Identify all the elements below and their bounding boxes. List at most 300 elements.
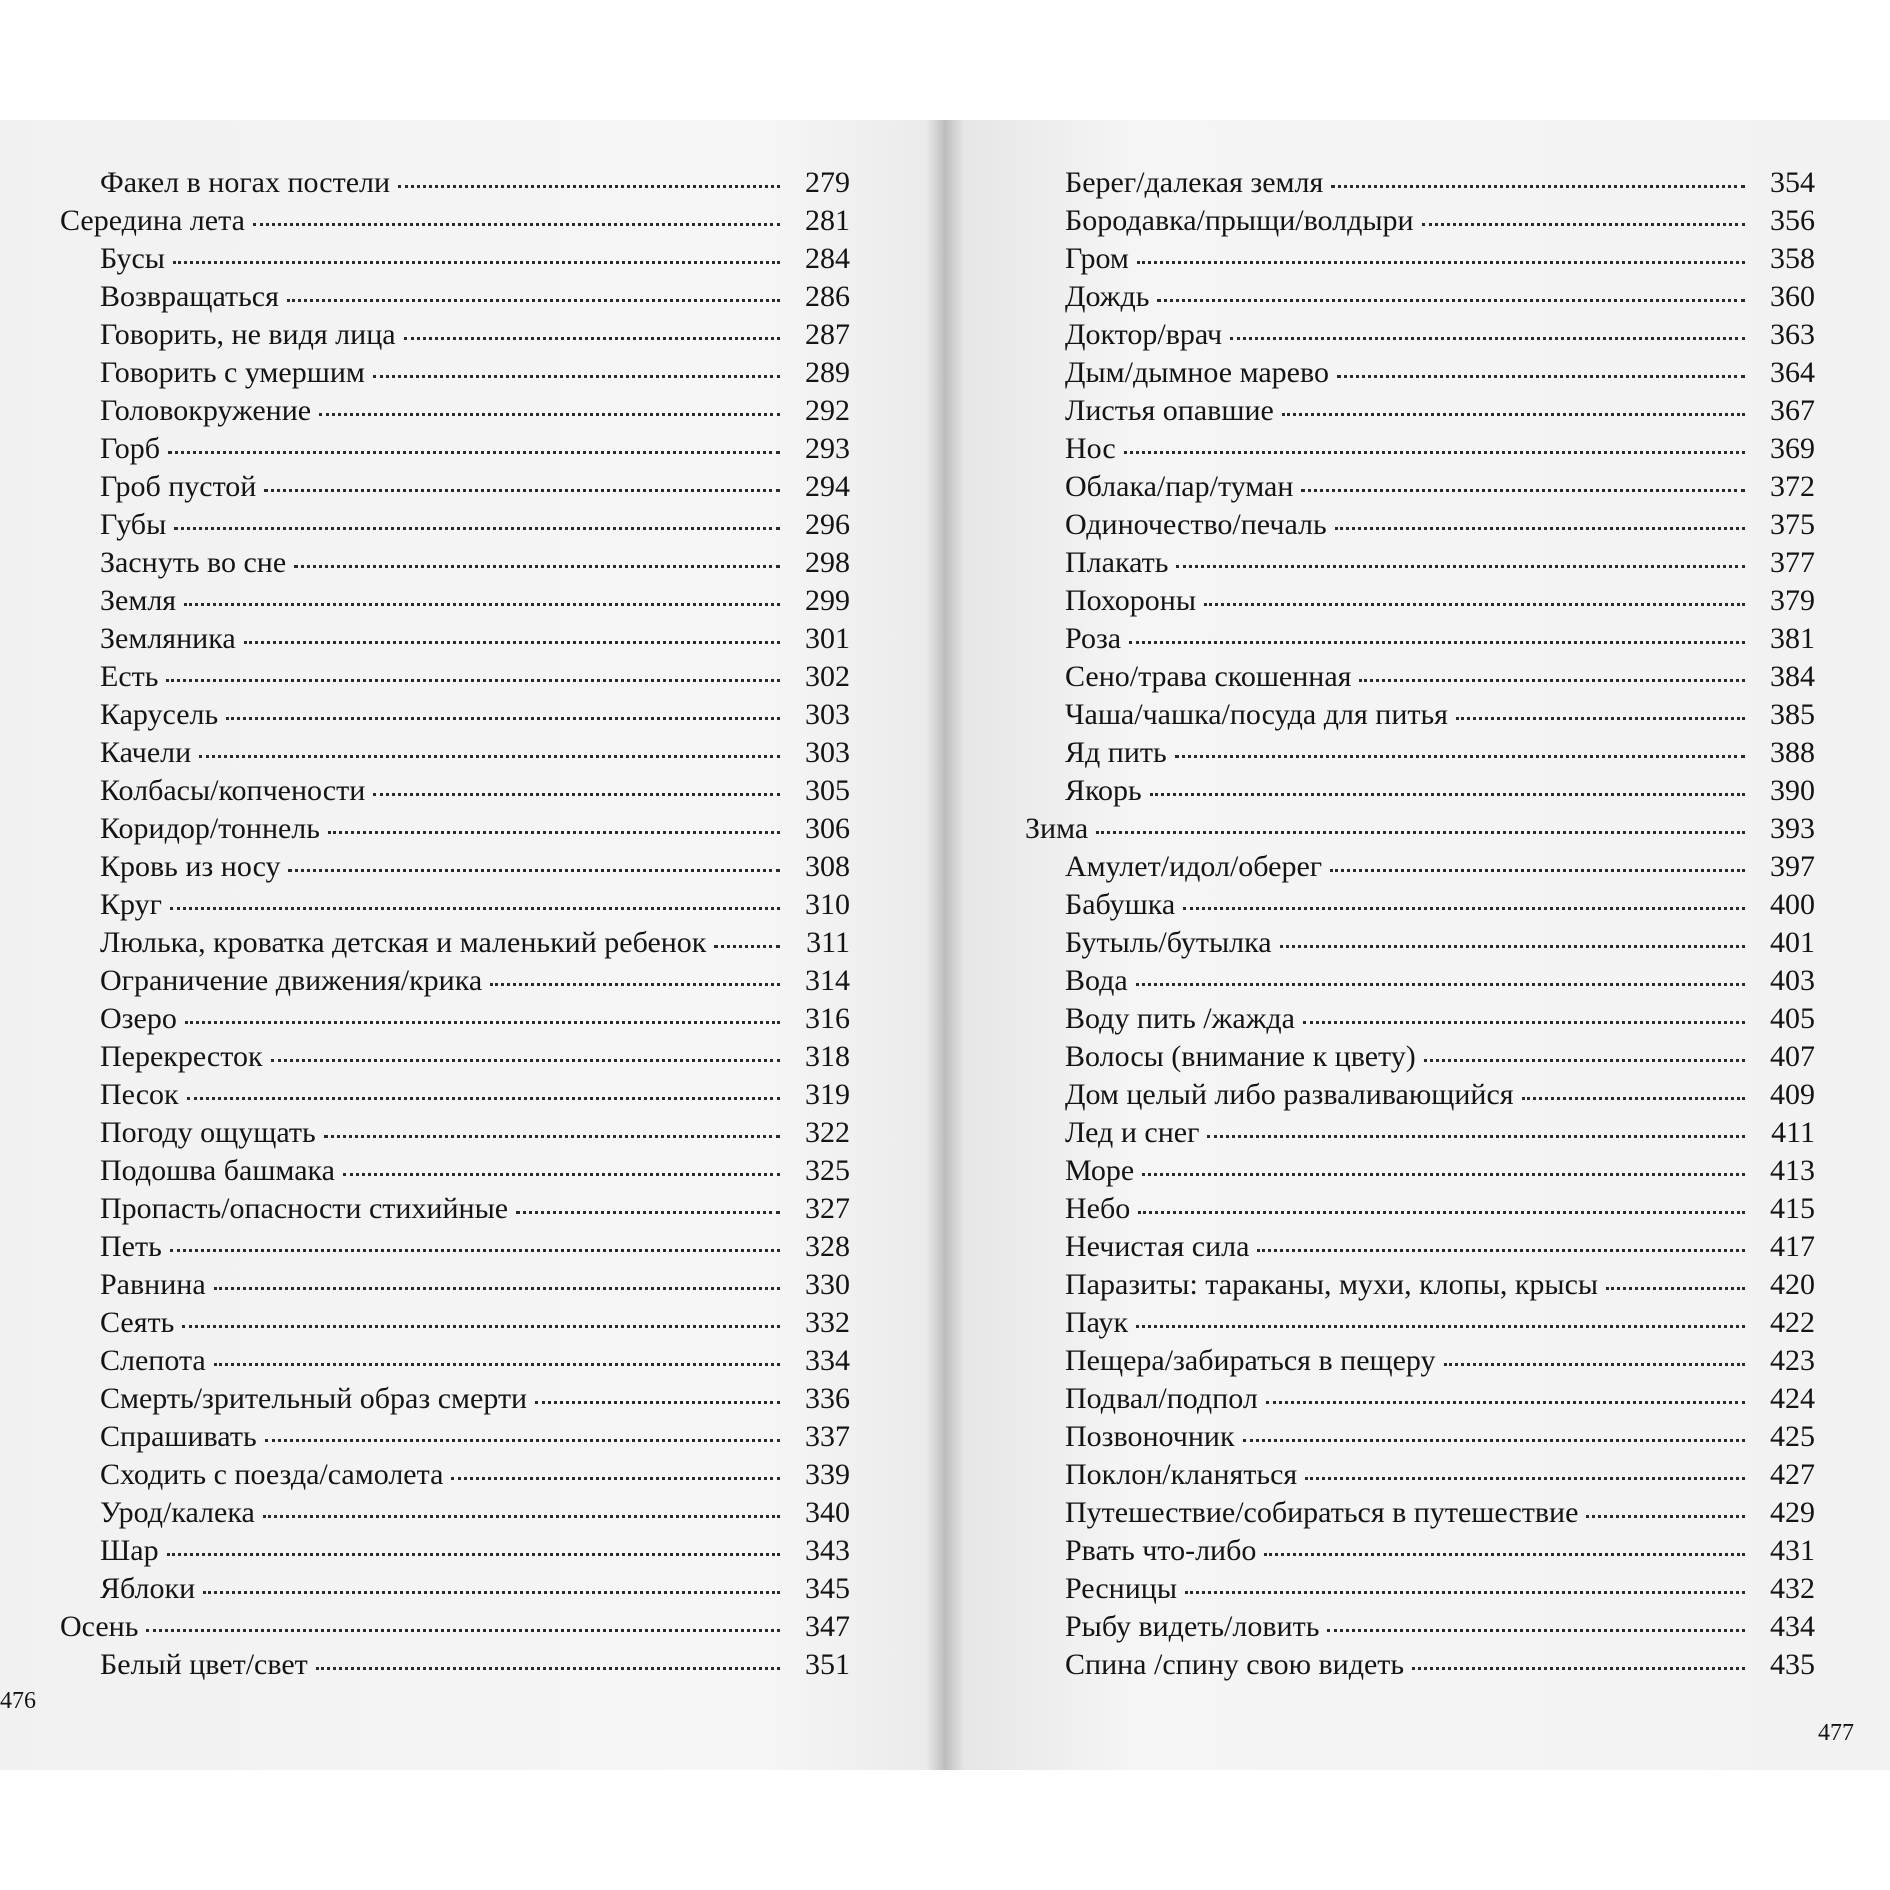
toc-entry-page: 420 xyxy=(1770,1268,1815,1301)
dot-leader xyxy=(1522,1095,1745,1100)
toc-entry-page: 435 xyxy=(1770,1648,1815,1681)
toc-entry-page: 384 xyxy=(1770,660,1815,693)
toc-entry xyxy=(60,1152,850,1190)
toc-entry-page: 372 xyxy=(1770,470,1815,503)
toc-entry-title: Спина /спину свою видеть xyxy=(1065,1648,1405,1681)
toc-entry-title: Воду пить /жажда xyxy=(1065,1002,1295,1035)
toc-entry-page: 347 xyxy=(805,1610,850,1643)
toc-entry xyxy=(60,1456,850,1494)
toc-entry xyxy=(60,1266,850,1304)
toc-entry-title: Качели xyxy=(100,736,192,769)
dot-leader xyxy=(373,373,780,378)
dot-leader xyxy=(170,905,780,910)
toc-entry-page: 318 xyxy=(805,1040,850,1073)
toc-entry-page: 427 xyxy=(1770,1458,1815,1491)
dot-leader xyxy=(1207,1133,1745,1138)
dot-leader xyxy=(1142,1171,1745,1176)
toc-entry xyxy=(1025,1000,1815,1038)
toc-entry-title: Подвал/подпол xyxy=(1065,1382,1258,1415)
dot-leader xyxy=(287,297,780,302)
toc-entry-title: Листья опавшие xyxy=(1065,394,1274,427)
toc-entry-title: Небо xyxy=(1065,1192,1131,1225)
dot-leader xyxy=(1150,791,1745,796)
toc-entry-title: Пещера/забираться в пещеру xyxy=(1065,1344,1436,1377)
toc-entry-page: 308 xyxy=(805,850,850,883)
dot-leader xyxy=(1444,1361,1745,1366)
dot-leader xyxy=(271,1057,780,1062)
toc-entry-title: Осень xyxy=(60,1610,139,1643)
toc-entry-title: Бутыль/бутылка xyxy=(1065,926,1272,959)
toc-entry-page: 397 xyxy=(1770,850,1815,883)
toc-entry-page: 407 xyxy=(1770,1040,1815,1073)
dot-leader xyxy=(1266,1399,1745,1404)
dot-leader xyxy=(324,1133,780,1138)
dot-leader xyxy=(263,1513,780,1518)
toc-entry-title: Похороны xyxy=(1065,584,1196,617)
toc-entry xyxy=(60,772,850,810)
toc-entry xyxy=(60,1038,850,1076)
dot-leader xyxy=(166,677,780,682)
toc-entry xyxy=(60,1570,850,1608)
dot-leader xyxy=(1137,259,1745,264)
toc-entry xyxy=(1025,734,1815,772)
toc-entry-page: 301 xyxy=(805,622,850,655)
dot-leader xyxy=(168,449,780,454)
toc-entry-page: 364 xyxy=(1770,356,1815,389)
toc-entry-title: Петь xyxy=(100,1230,162,1263)
dot-leader xyxy=(214,1361,780,1366)
toc-entry xyxy=(60,164,850,202)
toc-entry-title: Есть xyxy=(100,660,159,693)
toc-entry xyxy=(1025,1152,1815,1190)
toc-entry-title: Якорь xyxy=(1065,774,1142,807)
toc-entry-title: Рыбу видеть/ловить xyxy=(1065,1610,1320,1643)
dot-leader xyxy=(187,1095,780,1100)
toc-entry xyxy=(1025,1228,1815,1266)
toc-entry xyxy=(1025,278,1815,316)
dot-leader xyxy=(1185,1589,1745,1594)
toc-entry xyxy=(60,658,850,696)
toc-entry-page: 354 xyxy=(1770,166,1815,199)
dot-leader xyxy=(316,1665,780,1670)
toc-entry-title: Паразиты: тараканы, мухи, клопы, крысы xyxy=(1065,1268,1599,1301)
toc-entry-page: 381 xyxy=(1770,622,1815,655)
toc-entry-title: Позвоночник xyxy=(1065,1420,1235,1453)
toc-entry xyxy=(60,696,850,734)
toc-entry-title: Чаша/чашка/посуда для питья xyxy=(1065,698,1448,731)
toc-entry xyxy=(60,620,850,658)
toc-entry-title: Яблоки xyxy=(100,1572,196,1605)
toc-entry-page: 351 xyxy=(805,1648,850,1681)
toc-entry-title: Горб xyxy=(100,432,160,465)
toc-entry-title: Облака/пар/туман xyxy=(1065,470,1294,503)
toc-entry-page: 345 xyxy=(805,1572,850,1605)
dot-leader xyxy=(1138,1209,1745,1214)
toc-entry xyxy=(60,582,850,620)
toc-entry-title: Люлька, кроватка детская и маленький ребенок xyxy=(100,926,707,959)
toc-entry xyxy=(60,924,850,962)
dot-leader xyxy=(1303,1019,1745,1024)
dot-leader xyxy=(226,715,780,720)
toc-entry-title: Волосы (внимание к цвету) xyxy=(1065,1040,1416,1073)
toc-entry-title: Песок xyxy=(100,1078,179,1111)
dot-leader xyxy=(319,411,780,416)
toc-entry-title: Возвращаться xyxy=(100,280,279,313)
dot-leader xyxy=(203,1589,780,1594)
dot-leader xyxy=(490,981,780,986)
toc-entry xyxy=(60,506,850,544)
dot-leader xyxy=(1096,829,1745,834)
dot-leader xyxy=(1282,411,1745,416)
dot-leader xyxy=(714,943,780,948)
toc-entry-page: 292 xyxy=(805,394,850,427)
dot-leader xyxy=(265,1437,780,1442)
toc-entry-title: Шар xyxy=(100,1534,159,1567)
toc-entry-page: 322 xyxy=(805,1116,850,1149)
toc-entry-title: Колбасы/копчености xyxy=(100,774,366,807)
toc-entry-title: Говорить с умершим xyxy=(100,356,365,389)
dot-leader xyxy=(182,1323,780,1328)
toc-entry-page: 340 xyxy=(805,1496,850,1529)
toc-entry xyxy=(60,430,850,468)
toc-entry xyxy=(60,1380,850,1418)
toc-entry-title: Карусель xyxy=(100,698,219,731)
dot-leader xyxy=(1412,1665,1745,1670)
toc-entry xyxy=(1025,430,1815,468)
toc-entry xyxy=(60,1418,850,1456)
toc-entry-page: 281 xyxy=(805,204,850,237)
toc-entry xyxy=(60,734,850,772)
dot-leader xyxy=(1301,487,1745,492)
toc-entry xyxy=(1025,962,1815,1000)
dot-leader xyxy=(1327,1627,1745,1632)
toc-entry-title: Дом целый либо разваливающийся xyxy=(1065,1078,1514,1111)
dot-leader xyxy=(167,1551,780,1556)
toc-entry xyxy=(60,1190,850,1228)
toc-entry xyxy=(1025,1076,1815,1114)
toc-entry-title: Паук xyxy=(1065,1306,1129,1339)
toc-entry xyxy=(1025,544,1815,582)
toc-entry-page: 375 xyxy=(1770,508,1815,541)
toc-entry xyxy=(60,240,850,278)
toc-entry xyxy=(1025,1190,1815,1228)
toc-entry-page: 289 xyxy=(805,356,850,389)
toc-entry xyxy=(1025,772,1815,810)
toc-entry xyxy=(60,1228,850,1266)
toc-entry-title: Гроб пустой xyxy=(100,470,257,503)
dot-leader xyxy=(146,1627,780,1632)
dot-leader xyxy=(244,639,780,644)
toc-entry-title: Берег/далекая земля xyxy=(1065,166,1324,199)
toc-entry-title: Земляника xyxy=(100,622,236,655)
dot-leader xyxy=(1136,1323,1745,1328)
toc-entry xyxy=(60,1342,850,1380)
toc-list-left xyxy=(60,164,850,1684)
toc-entry-title: Земля xyxy=(100,584,177,617)
toc-entry-page: 299 xyxy=(805,584,850,617)
toc-entry-page: 316 xyxy=(805,1002,850,1035)
toc-entry-title: Слепота xyxy=(100,1344,206,1377)
toc-entry-page: 377 xyxy=(1770,546,1815,579)
toc-entry-page: 432 xyxy=(1770,1572,1815,1605)
dot-leader xyxy=(535,1399,780,1404)
toc-entry xyxy=(1025,392,1815,430)
toc-entry-page: 327 xyxy=(805,1192,850,1225)
dot-leader xyxy=(1422,221,1745,226)
toc-entry-title: Доктор/врач xyxy=(1065,318,1223,351)
toc-entry xyxy=(1025,468,1815,506)
toc-entry-page: 305 xyxy=(805,774,850,807)
toc-entry-title: Смерть/зрительный образ смерти xyxy=(100,1382,528,1415)
dot-leader xyxy=(404,335,780,340)
dot-leader xyxy=(1424,1057,1745,1062)
toc-entry xyxy=(1025,810,1815,848)
toc-entry xyxy=(60,316,850,354)
toc-entry-page: 415 xyxy=(1770,1192,1815,1225)
toc-entry xyxy=(1025,202,1815,240)
toc-entry xyxy=(1025,1380,1815,1418)
dot-leader xyxy=(1586,1513,1745,1518)
toc-entry-page: 343 xyxy=(805,1534,850,1567)
toc-entry xyxy=(1025,1646,1815,1684)
toc-entry-title: Середина лета xyxy=(60,204,245,237)
dot-leader xyxy=(398,183,780,188)
toc-entry-page: 356 xyxy=(1770,204,1815,237)
dot-leader xyxy=(1331,183,1745,188)
toc-entry-title: Равнина xyxy=(100,1268,206,1301)
toc-list-right xyxy=(1025,164,1815,1684)
dot-leader xyxy=(1183,905,1745,910)
dot-leader xyxy=(1335,525,1745,530)
dot-leader xyxy=(1456,715,1745,720)
toc-entry-page: 422 xyxy=(1770,1306,1815,1339)
toc-entry-page: 339 xyxy=(805,1458,850,1491)
toc-entry-page: 306 xyxy=(805,812,850,845)
toc-entry xyxy=(1025,1570,1815,1608)
toc-entry-page: 403 xyxy=(1770,964,1815,997)
dot-leader xyxy=(1175,753,1745,758)
toc-entry-title: Ограничение движения/крика xyxy=(100,964,483,997)
toc-entry xyxy=(1025,1494,1815,1532)
left-page xyxy=(0,120,935,1770)
toc-entry xyxy=(60,392,850,430)
toc-entry-title: Бусы xyxy=(100,242,165,275)
dot-leader xyxy=(1176,563,1745,568)
toc-entry-title: Подошва башмака xyxy=(100,1154,335,1187)
toc-entry-page: 393 xyxy=(1770,812,1815,845)
toc-entry xyxy=(60,1646,850,1684)
dot-leader xyxy=(199,753,780,758)
dot-leader xyxy=(1330,867,1745,872)
toc-entry-page: 287 xyxy=(805,318,850,351)
toc-entry-page: 400 xyxy=(1770,888,1815,921)
toc-entry-title: Вода xyxy=(1065,964,1128,997)
dot-leader xyxy=(173,259,780,264)
page-number-right: 477 xyxy=(1818,1720,1854,1746)
dot-leader xyxy=(516,1209,780,1214)
toc-entry-page: 424 xyxy=(1770,1382,1815,1415)
toc-entry-page: 423 xyxy=(1770,1344,1815,1377)
toc-entry-title: Заснуть во сне xyxy=(100,546,287,579)
toc-entry xyxy=(1025,316,1815,354)
toc-entry-page: 425 xyxy=(1770,1420,1815,1453)
dot-leader xyxy=(184,601,780,606)
toc-entry-page: 310 xyxy=(805,888,850,921)
toc-entry xyxy=(1025,886,1815,924)
toc-entry-page: 298 xyxy=(805,546,850,579)
toc-entry-title: Нечистая сила xyxy=(1065,1230,1250,1263)
toc-entry-title: Погоду ощущать xyxy=(100,1116,316,1149)
toc-entry-page: 369 xyxy=(1770,432,1815,465)
toc-entry-title: Круг xyxy=(100,888,162,921)
toc-entry-page: 360 xyxy=(1770,280,1815,313)
toc-entry-page: 286 xyxy=(805,280,850,313)
toc-entry-title: Рвать что-либо xyxy=(1065,1534,1257,1567)
book-spread xyxy=(0,120,1890,1770)
toc-entry xyxy=(60,848,850,886)
toc-entry-title: Дым/дымное марево xyxy=(1065,356,1329,389)
toc-entry xyxy=(60,1532,850,1570)
dot-leader xyxy=(294,563,780,568)
toc-entry-page: 330 xyxy=(805,1268,850,1301)
toc-entry xyxy=(1025,658,1815,696)
dot-leader xyxy=(1204,601,1745,606)
toc-entry-page: 328 xyxy=(805,1230,850,1263)
dot-leader xyxy=(264,487,780,492)
dot-leader xyxy=(253,221,780,226)
toc-entry xyxy=(1025,1266,1815,1304)
toc-entry-page: 319 xyxy=(805,1078,850,1111)
toc-entry-page: 303 xyxy=(805,736,850,769)
toc-entry-title: Перекресток xyxy=(100,1040,263,1073)
toc-entry-title: Нос xyxy=(1065,432,1116,465)
dot-leader xyxy=(451,1475,780,1480)
toc-entry-page: 279 xyxy=(805,166,850,199)
dot-leader xyxy=(174,525,780,530)
toc-entry-page: 302 xyxy=(805,660,850,693)
toc-entry-title: Сходить с поезда/самолета xyxy=(100,1458,444,1491)
toc-entry xyxy=(1025,924,1815,962)
toc-entry-page: 337 xyxy=(805,1420,850,1453)
toc-entry-title: Сено/трава скошенная xyxy=(1065,660,1352,693)
dot-leader xyxy=(1157,297,1745,302)
toc-entry-page: 332 xyxy=(805,1306,850,1339)
toc-entry-page: 417 xyxy=(1770,1230,1815,1263)
toc-entry-page: 401 xyxy=(1770,926,1815,959)
toc-entry-title: Зима xyxy=(1025,812,1089,845)
toc-entry xyxy=(1025,1418,1815,1456)
toc-entry-title: Спрашивать xyxy=(100,1420,257,1453)
toc-entry xyxy=(1025,1342,1815,1380)
toc-entry xyxy=(60,202,850,240)
dot-leader xyxy=(1124,449,1745,454)
right-page xyxy=(945,120,1890,1770)
toc-entry-title: Головокружение xyxy=(100,394,312,427)
toc-entry-title: Лед и снег xyxy=(1065,1116,1200,1149)
toc-entry-page: 296 xyxy=(805,508,850,541)
toc-entry-page: 405 xyxy=(1770,1002,1815,1035)
toc-entry-page: 334 xyxy=(805,1344,850,1377)
toc-entry xyxy=(1025,1608,1815,1646)
dot-leader xyxy=(1305,1475,1745,1480)
toc-entry-title: Роза xyxy=(1065,622,1122,655)
dot-leader xyxy=(288,867,780,872)
dot-leader xyxy=(214,1285,780,1290)
toc-entry-title: Говорить, не видя лица xyxy=(100,318,396,351)
toc-entry-title: Дождь xyxy=(1065,280,1150,313)
toc-entry xyxy=(60,1494,850,1532)
toc-entry-page: 284 xyxy=(805,242,850,275)
toc-entry-title: Ресницы xyxy=(1065,1572,1177,1605)
toc-entry-page: 363 xyxy=(1770,318,1815,351)
toc-entry-title: Поклон/кланяться xyxy=(1065,1458,1298,1491)
dot-leader xyxy=(1243,1437,1745,1442)
toc-entry-title: Одиночество/печаль xyxy=(1065,508,1327,541)
dot-leader xyxy=(185,1019,780,1024)
toc-entry xyxy=(60,1114,850,1152)
toc-entry xyxy=(1025,1532,1815,1570)
toc-entry xyxy=(60,354,850,392)
toc-entry-title: Бабушка xyxy=(1065,888,1176,921)
toc-entry-page: 390 xyxy=(1770,774,1815,807)
toc-entry-title: Факел в ногах постели xyxy=(100,166,391,199)
toc-entry-title: Кровь из носу xyxy=(100,850,281,883)
toc-entry xyxy=(1025,582,1815,620)
dot-leader xyxy=(1230,335,1745,340)
dot-leader xyxy=(1359,677,1745,682)
dot-leader xyxy=(1337,373,1745,378)
toc-entry xyxy=(1025,696,1815,734)
toc-entry xyxy=(60,1000,850,1038)
toc-entry-title: Пропасть/опасности стихийные xyxy=(100,1192,509,1225)
dot-leader xyxy=(1264,1551,1745,1556)
toc-entry-page: 409 xyxy=(1770,1078,1815,1111)
toc-entry-title: Гром xyxy=(1065,242,1129,275)
toc-entry-page: 431 xyxy=(1770,1534,1815,1567)
toc-entry-title: Яд пить xyxy=(1065,736,1167,769)
toc-entry xyxy=(1025,1114,1815,1152)
toc-entry xyxy=(60,468,850,506)
page-number-left: 476 xyxy=(0,1688,36,1714)
toc-entry-page: 303 xyxy=(805,698,850,731)
toc-entry-page: 336 xyxy=(805,1382,850,1415)
toc-entry-title: Губы xyxy=(100,508,167,541)
toc-entry-title: Озеро xyxy=(100,1002,177,1035)
toc-entry xyxy=(60,962,850,1000)
dot-leader xyxy=(170,1247,780,1252)
toc-entry xyxy=(1025,354,1815,392)
toc-entry-page: 293 xyxy=(805,432,850,465)
toc-entry xyxy=(1025,1038,1815,1076)
dot-leader xyxy=(1606,1285,1745,1290)
toc-entry xyxy=(60,1304,850,1342)
toc-entry xyxy=(60,810,850,848)
toc-entry-title: Коридор/тоннель xyxy=(100,812,320,845)
toc-entry xyxy=(60,886,850,924)
toc-entry-page: 358 xyxy=(1770,242,1815,275)
toc-entry-page: 294 xyxy=(805,470,850,503)
toc-entry-title: Бородавка/прыщи/волдыри xyxy=(1065,204,1414,237)
dot-leader xyxy=(373,791,780,796)
toc-entry xyxy=(60,544,850,582)
toc-entry xyxy=(1025,620,1815,658)
toc-entry xyxy=(1025,848,1815,886)
dot-leader xyxy=(1280,943,1745,948)
toc-entry-page: 367 xyxy=(1770,394,1815,427)
toc-entry-title: Море xyxy=(1065,1154,1135,1187)
dot-leader xyxy=(1257,1247,1745,1252)
toc-entry xyxy=(1025,164,1815,202)
